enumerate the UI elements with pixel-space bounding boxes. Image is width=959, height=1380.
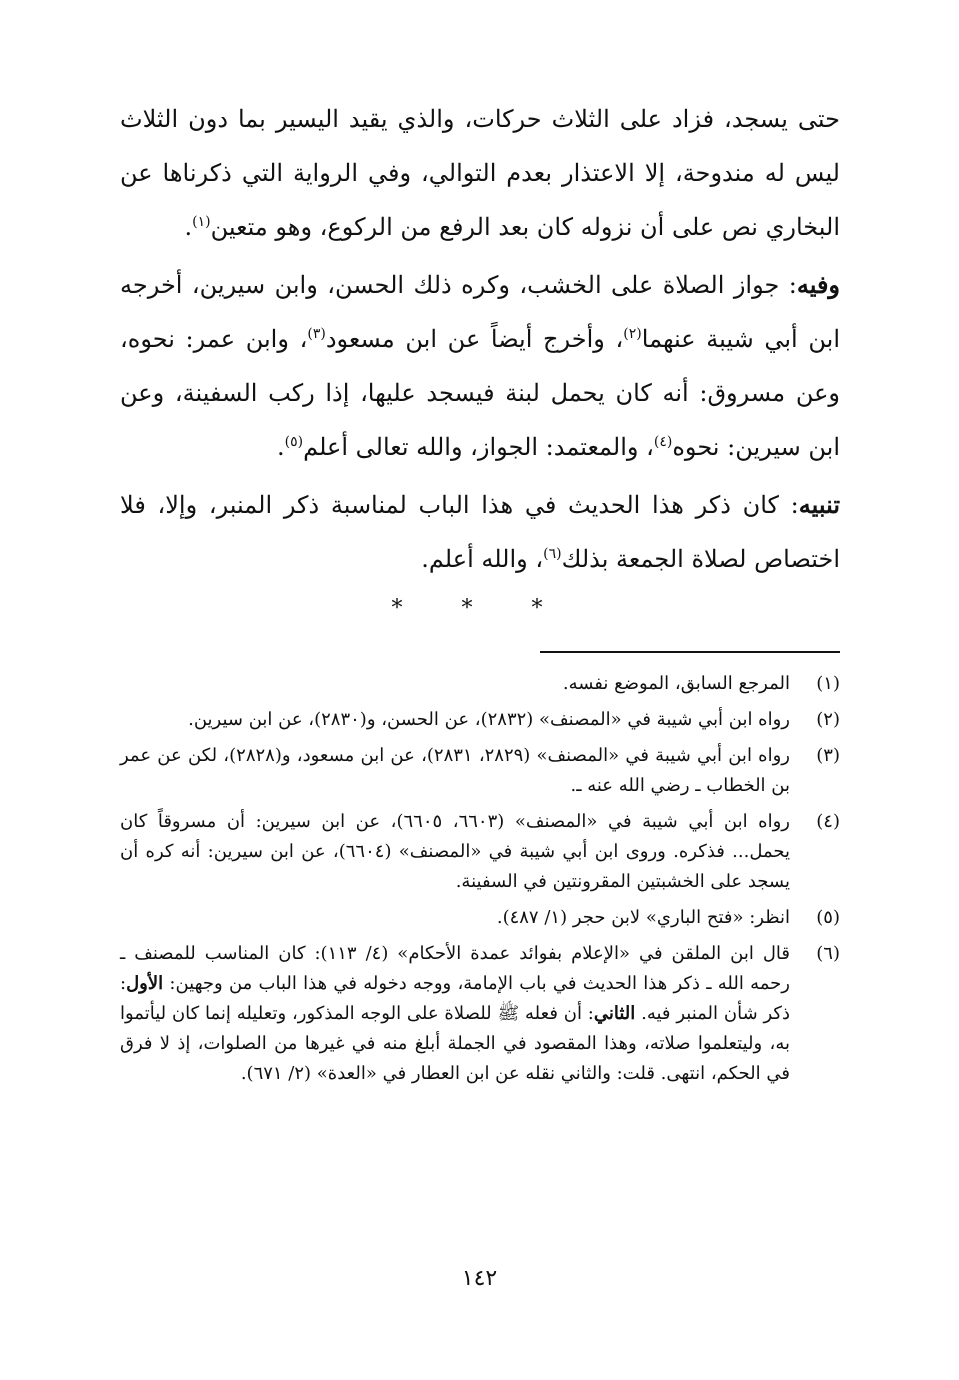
paragraph-segment: ، وأخرج أيضاً عن ابن مسعود: [325, 325, 624, 353]
footnote-number: (٥): [816, 907, 840, 928]
paragraph-tail: .: [277, 433, 285, 461]
section-separator: * * *: [391, 596, 569, 621]
paragraph-segment: ، والمعتمد: الجواز، والله تعالى أعلم: [303, 433, 654, 461]
footnote-text: رواه ابن أبي شيبة في «المصنف» (٢٨٢٩، ٢٨٣١)، عن ابن مسعود، و(٢٨٢٨)، لكن عن عمر بن الخطاب ـ رضي الله عنه ـ.: [120, 745, 790, 796]
footnote-divider: [540, 651, 840, 653]
footnote-text-part: : أن فعله ﷺ للصلاة على الوجه المذكور، وتعليله إنما كان ليأتموا به، وليتعلموا صلاته، وهذا المقصود في الجملة أبلغ منه في غيرها من الصلوات، إذ لا فرق في الحكم، انتهى. قلت: والثاني نقله عن ابن العطار في «العدة» (٢/ ٦٧١).: [120, 1003, 790, 1084]
footnote-text: انظر: «فتح الباري» لابن حجر (١/ ٤٨٧).: [496, 907, 790, 928]
footnote-number: (٣): [816, 745, 840, 766]
paragraph-segment: ، وابن عمر: نحوه، وعن مسروق: أنه كان يحمل لبنة فيسجد عليها، إذا ركب السفينة، وعن ابن سيرين: نحوه: [120, 325, 840, 461]
footnote-4: [120, 807, 840, 897]
footnote-6: [120, 939, 840, 1089]
paragraph-lead: تنبيه: [798, 490, 840, 519]
footnote-text: رواه ابن أبي شيبة في «المصنف» (٦٦٠٣، ٦٦٠٥)، عن ابن سيرين: أن مسروقاً كان يحمل... فذكره. وروى ابن أبي شيبة في «المصنف» (٦٦٠٤)، عن ابن سيرين: أنه كره أن يسجد على الخشبتين المقرونتين في السفينة.: [120, 811, 790, 892]
footnote-number: (٢): [816, 709, 840, 730]
footnote-number: (٦): [816, 943, 840, 964]
paragraph-3: [120, 478, 840, 586]
paragraph-segment: : جواز الصلاة على الخشب، وكره ذلك الحسن، وابن سيرين، أخرجه ابن أبي شيبة عنهما: [120, 271, 840, 353]
footnote-ref-6[interactable]: (٦): [543, 546, 562, 562]
footnote-bold-first: الأول: [126, 973, 164, 994]
paragraph-text: حتى يسجد، فزاد على الثلاث حركات، والذي يقيد اليسير بما دون الثلاث ليس له مندوحة، إلا الاعتذار بعدم التوالي، وفي الرواية التي ذكرناها عن البخاري نص على أن نزوله كان بعد الرفع من الركوع، وهو متعين: [120, 105, 840, 241]
paragraph-lead: وفيه: [796, 270, 840, 299]
footnote-5: [120, 903, 840, 933]
footnote-ref-2[interactable]: (٢): [623, 326, 642, 342]
footnote-3: [120, 741, 840, 801]
footnote-2: [120, 705, 840, 735]
footnote-ref-4[interactable]: (٤): [653, 434, 673, 450]
page-body: [120, 92, 840, 1095]
footnote-ref-5[interactable]: (٥): [284, 434, 304, 450]
footnote-number: (٤): [816, 811, 840, 832]
paragraph-1: [120, 92, 840, 254]
paragraph-tail: ، والله أعلم.: [421, 545, 544, 573]
footnote-ref-3[interactable]: (٣): [307, 326, 326, 342]
page-number: ١٤٢: [461, 1266, 498, 1291]
paragraph-2: [120, 258, 840, 474]
footnote-text: [120, 939, 790, 1089]
footnote-text-part: : ذكر شأن المنبر فيه.: [120, 973, 790, 1024]
footnote-list: [120, 669, 840, 1089]
footnote-ref-1[interactable]: (١): [192, 214, 211, 230]
footnote-text: المرجع السابق، الموضع نفسه.: [562, 673, 790, 694]
footnote-text-part: قال ابن الملقن في «الإعلام بفوائد عمدة الأحكام» (٤/ ١١٣): كان المناسب للمصنف ـ رحمه الله ـ ذكر هذا الحديث في باب الإمامة، ووجه دخوله في هذا الباب من وجهين:: [120, 943, 790, 994]
footnote-text: رواه ابن أبي شيبة في «المصنف» (٢٨٣٢)، عن الحسن، و(٢٨٣٠)، عن ابن سيرين.: [188, 709, 790, 730]
paragraph-tail: .: [184, 213, 193, 241]
footnote-1: [120, 669, 840, 699]
footnote-number: (١): [816, 673, 840, 694]
footnote-bold-second: الثاني: [593, 1003, 636, 1024]
paragraph-text: : كان ذكر هذا الحديث في هذا الباب لمناسبة ذكر المنبر، وإلا، فلا اختصاص لصلاة الجمعة بذلك: [120, 491, 840, 573]
